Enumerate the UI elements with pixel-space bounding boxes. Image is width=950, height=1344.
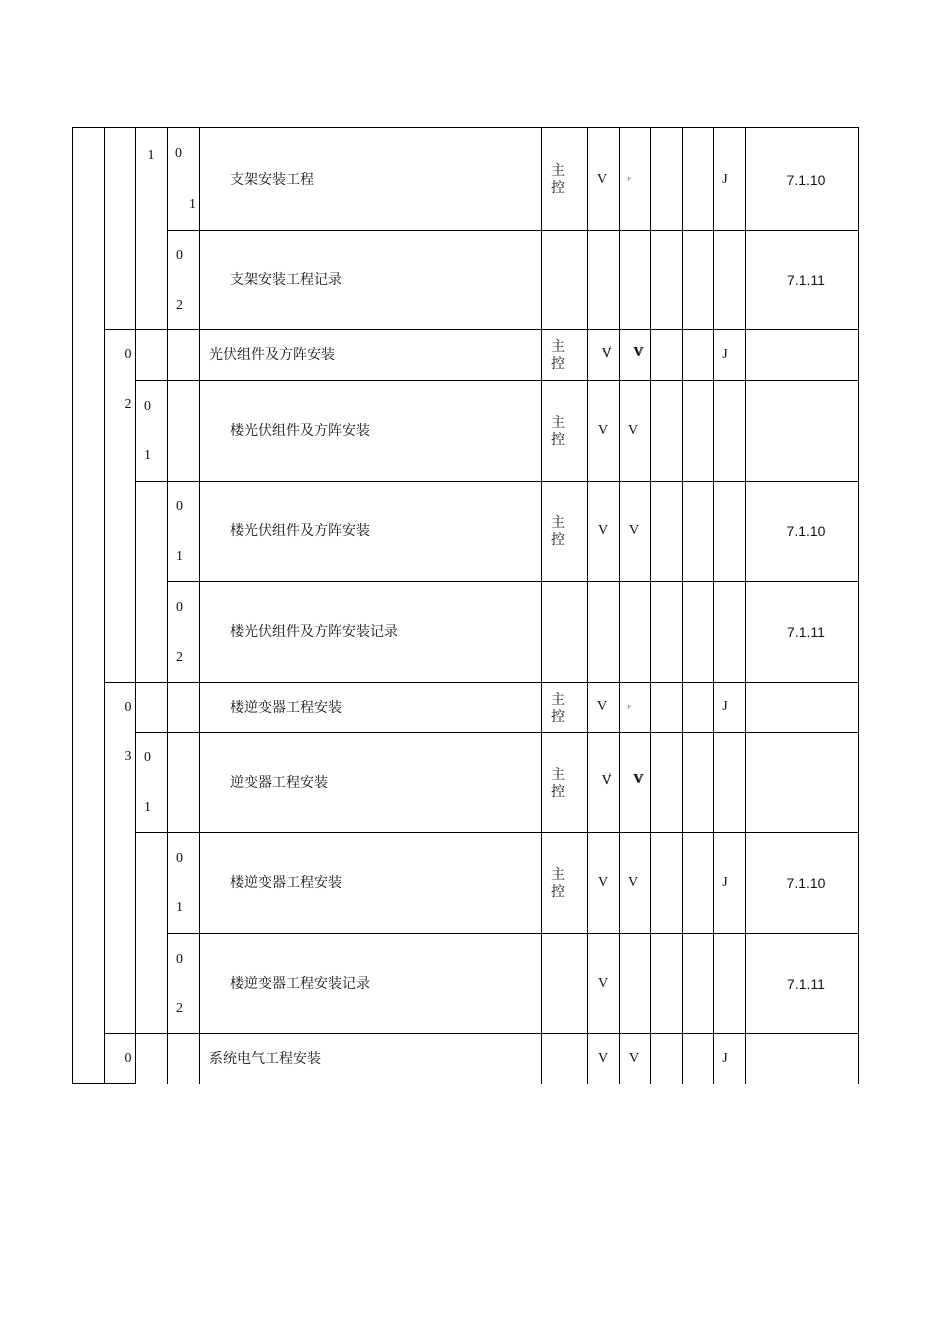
item-name: 支架安装工程记录 xyxy=(230,272,342,288)
clause-ref: 7.1.10 xyxy=(786,523,826,539)
col-line-9 xyxy=(682,127,683,1084)
item-name: 楼光伏组件及方阵安装记录 xyxy=(230,624,398,640)
rule-5 xyxy=(167,581,859,582)
main-control-mark: 主 控 xyxy=(551,692,565,725)
item-name: 楼逆变器工程安装 xyxy=(230,875,342,891)
col-line-8 xyxy=(650,127,651,1084)
clause-ref: 7.1.10 xyxy=(786,875,826,891)
level2-code: 0 xyxy=(124,700,132,715)
item-name: 支架安装工程 xyxy=(230,172,314,188)
level4-code-b: 2 xyxy=(176,1001,183,1016)
j-mark: J xyxy=(722,699,728,714)
level4-code-b: 1 xyxy=(176,900,183,915)
check-mark-1: V xyxy=(597,875,609,890)
rule-4 xyxy=(135,481,859,482)
level2-code: 0 xyxy=(124,1051,132,1066)
check-mark-2: VV xyxy=(632,772,636,787)
level4-code-a: 0 xyxy=(176,600,183,615)
item-name: 逆变器工程安装 xyxy=(230,775,328,791)
check-mark-2: V xyxy=(627,875,639,890)
rule-top xyxy=(72,127,859,128)
level3-code-b: 1 xyxy=(144,800,151,815)
col-line-3 xyxy=(167,127,168,1084)
clause-ref: 7.1.11 xyxy=(787,624,825,640)
col-line-6 xyxy=(587,127,588,1084)
main-control-mark: 主 控 xyxy=(551,867,565,900)
level2-code: 0 xyxy=(124,347,132,362)
col-line-7 xyxy=(619,127,620,1084)
col-line-0 xyxy=(72,127,73,1084)
clause-ref: 7.1.11 xyxy=(787,272,825,288)
check-mark-2: ʸ xyxy=(627,175,631,184)
col-line-2 xyxy=(135,127,136,1084)
j-mark: J xyxy=(722,172,728,187)
level3-code-a: 0 xyxy=(144,750,151,765)
level3-code-a: 0 xyxy=(144,399,151,414)
level4-code-b: 1 xyxy=(189,197,196,212)
level4-code-a: 0 xyxy=(175,146,182,161)
col-line-5 xyxy=(541,127,542,1084)
check-mark-2: ʸ xyxy=(627,703,631,712)
level4-code-b: 2 xyxy=(176,298,183,313)
item-name: 系统电气工程安装 xyxy=(209,1051,321,1067)
check-mark-2: VV xyxy=(632,345,636,360)
j-mark: J xyxy=(722,875,728,890)
check-mark-1: V xyxy=(597,1051,609,1066)
level4-code-a: 0 xyxy=(176,851,183,866)
item-name: 楼光伏组件及方阵安装 xyxy=(230,423,370,439)
main-control-mark: 主 控 xyxy=(551,767,565,800)
item-name: 楼逆变器工程安装记录 xyxy=(230,976,370,992)
level2-code: 2 xyxy=(124,397,132,412)
check-mark-2: V xyxy=(627,423,639,438)
main-control-mark: 主 控 xyxy=(551,415,565,448)
j-mark: J xyxy=(722,1051,728,1066)
check-mark-1: V xyxy=(597,976,609,991)
clause-ref: 7.1.11 xyxy=(787,976,825,992)
level4-code-b: 2 xyxy=(176,650,183,665)
level3-code: 1 xyxy=(147,148,155,163)
main-control-mark: 主 控 xyxy=(551,339,565,372)
level4-code-b: 1 xyxy=(176,549,183,564)
level4-code-a: 0 xyxy=(176,499,183,514)
rule-9 xyxy=(167,933,859,934)
level4-code-a: 0 xyxy=(176,952,183,967)
check-mark-1: V xyxy=(596,172,608,187)
check-mark-2: V xyxy=(628,523,640,538)
check-mark-1: V xyxy=(596,699,608,714)
check-mark-1: V xyxy=(597,523,609,538)
main-control-mark: 主 控 xyxy=(551,163,565,196)
rule-7 xyxy=(135,732,859,733)
level4-code-a: 0 xyxy=(176,248,183,263)
main-control-mark: 主 控 xyxy=(551,515,565,548)
clause-ref: 7.1.10 xyxy=(786,172,826,188)
level3-code-b: 1 xyxy=(144,448,151,463)
col-line-4 xyxy=(199,127,200,1084)
check-mark-2: V xyxy=(628,1051,640,1066)
level2-code: 3 xyxy=(124,749,132,764)
col-line-11 xyxy=(745,127,746,1084)
item-name: 光伏组件及方阵安装 xyxy=(209,347,335,363)
check-mark-1: V xyxy=(597,423,609,438)
item-name: 楼光伏组件及方阵安装 xyxy=(230,523,370,539)
rule-8 xyxy=(135,832,859,833)
col-line-10 xyxy=(713,127,714,1084)
rule-3 xyxy=(135,380,859,381)
item-name: 楼逆变器工程安装 xyxy=(230,700,342,716)
col-line-12 xyxy=(858,127,859,1084)
col-line-1 xyxy=(104,127,105,1084)
j-mark: J xyxy=(722,347,728,362)
rule-1 xyxy=(167,230,859,231)
